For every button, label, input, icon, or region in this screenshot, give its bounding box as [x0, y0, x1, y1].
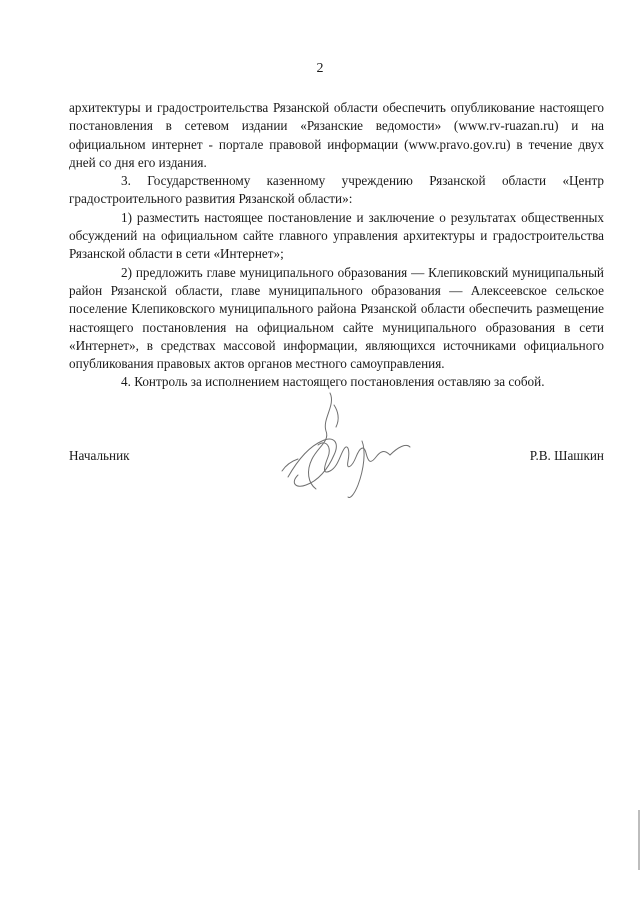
paragraph-subitem-1: 1) разместить настоящее постановление и заключение о результатах общественных обсуждений на официальном сайте главного управления архитектуры и градостроительства Рязанской области в сети «Интернет»; — [69, 209, 604, 262]
paragraph-subitem-2: 2) предложить главе муниципального образования — Клепиковский муниципальный район Рязанской области, главе муниципального образования — Алексеевское сельское поселение Клепиковского муниципального района Рязанской области обеспечить размещение настоящего постановления на официальном сайте муниципального образования в сети «Интернет», в средствах массовой информации, являющихся источниками официального опубликования правовых актов органов местного самоуправления. — [69, 264, 604, 372]
handwritten-signature — [278, 385, 418, 505]
signer-name: Р.В. Шашкин — [529, 448, 604, 463]
signer-position: Начальник — [69, 448, 130, 463]
document-body — [69, 99, 604, 392]
page-number: 2 — [316, 61, 324, 76]
paragraph-continuation: архитектуры и градостроительства Рязанской области обеспечить опубликование настоящего постановления в сетевом издании «Рязанские ведомости» (www.rv-ruazan.ru) и на официальном интернет - портале правовой информации (www.pravo.gov.ru) в течение двух дней со дня его издания. — [69, 100, 604, 170]
paragraph-item-4: 4. Контроль за исполнением настоящего постановления оставляю за собой. — [121, 374, 545, 390]
signature-block — [69, 447, 604, 467]
paragraph-item-3: 3. Государственному казенному учреждению Рязанской области «Центр градостроительного развития Рязанской области»: — [69, 173, 604, 207]
